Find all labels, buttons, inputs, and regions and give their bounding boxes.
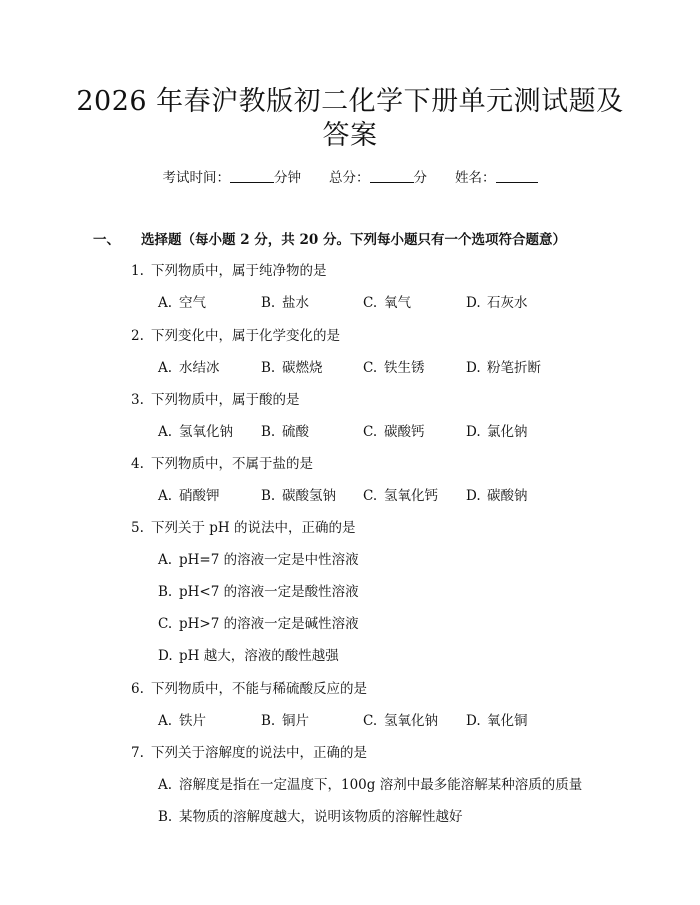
option-d: D. 氧化铜 xyxy=(466,713,528,729)
page-title-line-2: 答案 xyxy=(322,120,378,151)
option-d: D. 氯化钠 xyxy=(466,424,528,440)
option-c: C. 氧气 xyxy=(363,295,411,311)
option-c: C. 氢氧化钠 xyxy=(363,713,438,729)
question-1 xyxy=(131,261,327,281)
option-b: B. pH<7 的溶液一定是酸性溶液 xyxy=(158,584,359,600)
option-d: D. pH 越大，溶液的酸性越强 xyxy=(158,648,339,664)
question-2 xyxy=(131,326,340,346)
option-c: C. pH>7 的溶液一定是碱性溶液 xyxy=(158,616,359,632)
question-number: 6. xyxy=(131,681,144,697)
question-5 xyxy=(131,518,356,538)
question-number: 1. xyxy=(131,263,144,279)
option-a: A. 空气 xyxy=(158,295,206,311)
section-number: 一、 xyxy=(93,232,120,248)
section-header xyxy=(93,230,566,250)
page-title-line-1: 2026 年春沪教版初二化学下册单元测试题及 xyxy=(76,86,624,117)
option-d: D. 石灰水 xyxy=(466,295,528,311)
option-b: B. 盐水 xyxy=(261,295,309,311)
question-text: 下列物质中，不能与稀硫酸反应的是 xyxy=(151,681,367,697)
question-3 xyxy=(131,390,300,410)
total-score-label: 总分： xyxy=(329,170,370,186)
option-a: A. 氢氧化钠 xyxy=(158,424,233,440)
section-title: 选择题（每小题 2 分，共 20 分。下列每小题只有一个选项符合题意） xyxy=(141,232,566,248)
student-name-blank xyxy=(496,169,538,183)
question-6 xyxy=(131,679,367,699)
question-text: 下列物质中，属于酸的是 xyxy=(151,392,300,408)
exam-time-field xyxy=(163,168,302,188)
option-b: B. 碳酸氢钠 xyxy=(261,488,336,504)
question-number: 2. xyxy=(131,328,144,344)
option-c: C. 碳酸钙 xyxy=(363,424,425,440)
option-a: A. 铁片 xyxy=(158,713,206,729)
option-b: B. 硫酸 xyxy=(261,424,309,440)
question-number: 3. xyxy=(131,392,144,408)
question-text: 下列关于溶解度的说法中，正确的是 xyxy=(151,745,367,761)
option-d: D. 碳酸钠 xyxy=(466,488,528,504)
question-number: 7. xyxy=(131,745,144,761)
option-d: D. 粉笔折断 xyxy=(466,360,541,376)
option-c: C. 铁生锈 xyxy=(363,360,425,376)
exam-time-unit: 分钟 xyxy=(274,170,301,186)
option-b: B. 某物质的溶解度越大，说明该物质的溶解性越好 xyxy=(158,809,463,825)
exam-info-line xyxy=(0,168,700,188)
question-7 xyxy=(131,743,367,763)
option-a: A. 水结冰 xyxy=(158,360,220,376)
question-text: 下列关于 pH 的说法中，正确的是 xyxy=(151,520,356,536)
student-name-field xyxy=(455,168,538,188)
total-score-unit: 分 xyxy=(413,170,427,186)
exam-time-blank xyxy=(230,169,274,183)
question-text: 下列物质中，不属于盐的是 xyxy=(151,456,313,472)
option-a: A. pH=7 的溶液一定是中性溶液 xyxy=(158,552,359,568)
total-score-blank xyxy=(370,169,414,183)
question-text: 下列变化中，属于化学变化的是 xyxy=(151,328,340,344)
exam-time-label: 考试时间： xyxy=(162,170,230,186)
question-4 xyxy=(131,454,313,474)
student-name-label: 姓名： xyxy=(455,170,496,186)
total-score-field xyxy=(329,168,427,188)
question-text: 下列物质中，属于纯净物的是 xyxy=(151,263,327,279)
option-b: B. 碳燃烧 xyxy=(261,360,323,376)
option-a: A. 硝酸钾 xyxy=(158,488,220,504)
option-b: B. 铜片 xyxy=(261,713,309,729)
question-number: 4. xyxy=(131,456,144,472)
option-c: C. 氢氧化钙 xyxy=(363,488,438,504)
question-number: 5. xyxy=(131,520,144,536)
option-a: A. 溶解度是指在一定温度下，100g 溶剂中最多能溶解某种溶质的质量 xyxy=(158,777,583,793)
